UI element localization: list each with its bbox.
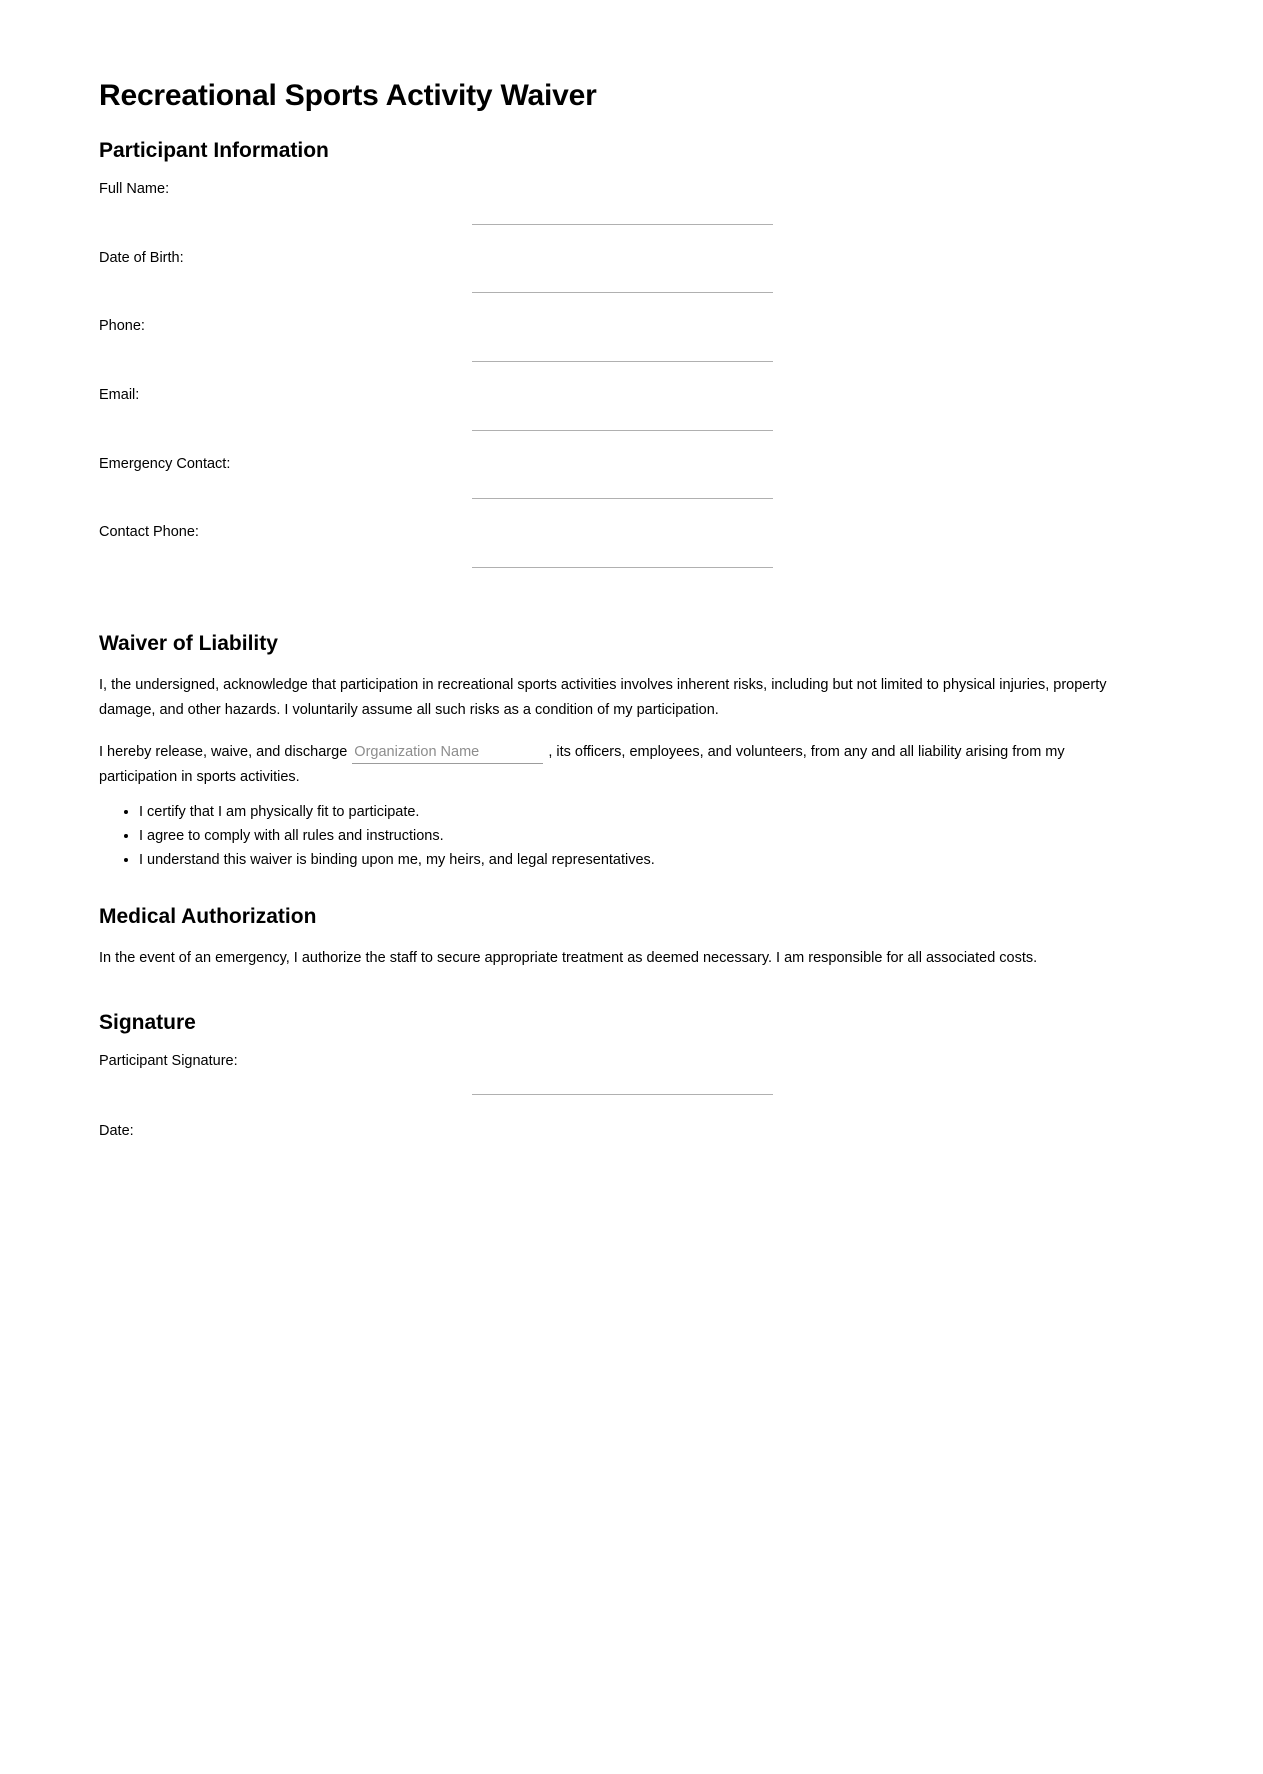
- field-input-contact-phone[interactable]: [472, 567, 773, 568]
- list-item: • I understand this waiver is binding upon me, my heirs, and legal representatives.: [139, 848, 1146, 872]
- waiver-acknowledgement-list: [99, 790, 1146, 873]
- document-content: [99, 0, 1146, 1141]
- field-label-date-of-birth: Date of Birth:: [99, 249, 184, 266]
- release-suffix-text: , its officers, employees, and volunteers, from any and all liability arising from my participation in sports activities.: [99, 743, 1065, 785]
- field-input-participant-signature[interactable]: [472, 1094, 773, 1095]
- medical-authorization-paragraph: In the event of an emergency, I authorize the staff to secure appropriate treatment as deemed necessary. I am responsible for all associated costs.: [99, 950, 1038, 967]
- field-participant-signature: [99, 1036, 1146, 1095]
- participant-fields: [99, 164, 1146, 567]
- waiver-paragraph-risks: I, the undersigned, acknowledge that participation in recreational sports activities involves inherent risks, including but not limited to physical injuries, property damage, and other hazards. I voluntarily assume all such risks as a condition of my participation.: [99, 676, 1107, 719]
- waiver-paragraph-release: [99, 724, 1144, 790]
- organization-name-input[interactable]: [352, 742, 543, 764]
- field-label-participant-signature: Participant Signature:: [99, 1053, 238, 1070]
- field-label-contact-phone: Contact Phone:: [99, 524, 199, 541]
- field-full-name: [99, 164, 1146, 225]
- section-heading-participant-information: Participant Information: [99, 139, 329, 162]
- release-prefix-text: I hereby release, waive, and discharge: [99, 743, 348, 760]
- field-input-email[interactable]: [472, 430, 773, 431]
- field-signature-date: [99, 1103, 1146, 1142]
- section-heading-signature: Signature: [99, 1010, 196, 1034]
- field-phone: [99, 301, 1146, 362]
- list-item: • I certify that I am physically fit to participate.: [139, 800, 1146, 824]
- field-label-emergency-contact: Emergency Contact:: [99, 455, 231, 472]
- field-input-phone[interactable]: [472, 361, 773, 362]
- section-heading-medical-authorization: Medical Authorization: [99, 905, 317, 929]
- list-item: • I agree to comply with all rules and instructions.: [139, 824, 1146, 848]
- section-heading-waiver-of-liability: Waiver of Liability: [99, 631, 278, 655]
- field-emergency-contact: [99, 439, 1146, 500]
- field-label-email: Email:: [99, 386, 140, 403]
- field-email: [99, 370, 1146, 431]
- field-input-date-of-birth[interactable]: [472, 292, 773, 293]
- field-input-full-name[interactable]: [472, 224, 773, 225]
- page-title: Recreational Sports Activity Waiver: [99, 79, 597, 112]
- field-label-signature-date: Date:: [99, 1122, 134, 1139]
- field-contact-phone: [99, 507, 1146, 568]
- field-label-full-name: Full Name:: [99, 181, 170, 198]
- field-input-emergency-contact[interactable]: [472, 498, 773, 499]
- field-date-of-birth: [99, 233, 1146, 294]
- field-label-phone: Phone:: [99, 318, 145, 335]
